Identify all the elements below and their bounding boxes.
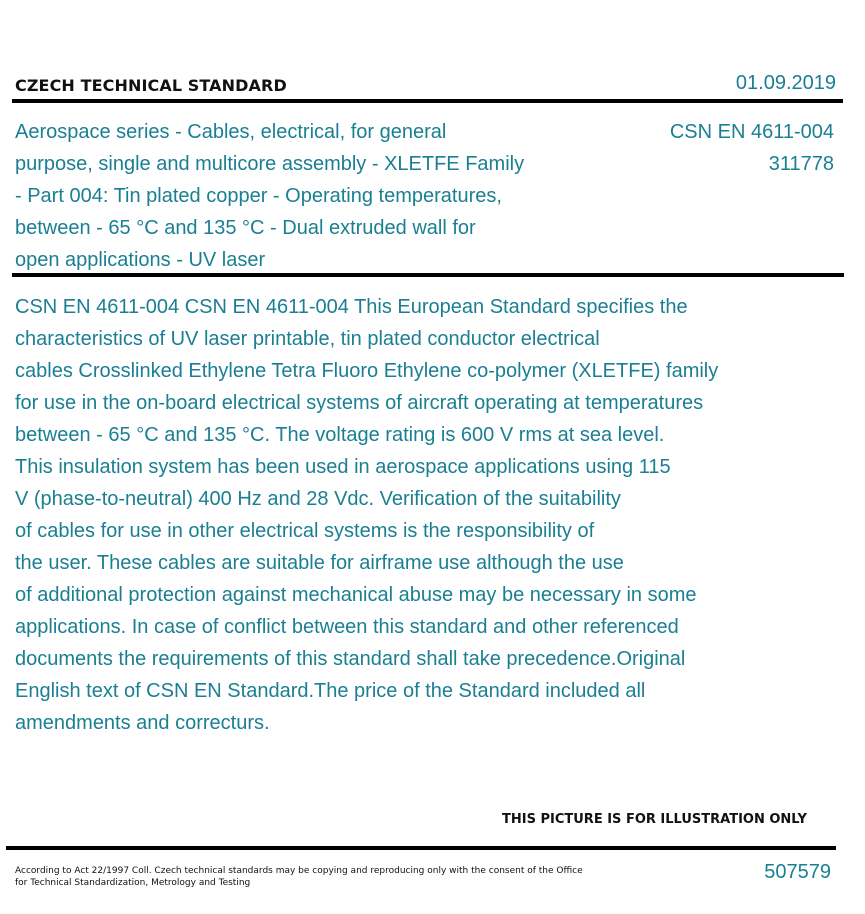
catalog-number: 311778 — [768, 153, 834, 175]
illustration-note: THIS PICTURE IS FOR ILLUSTRATION ONLY — [502, 812, 807, 827]
legal-notice-line-1: According to Act 22/1997 Coll. Czech technical standards may be copying and reproducing only with the consent of the Office — [15, 866, 583, 876]
publication-date: 01.09.2019 — [735, 72, 836, 94]
legal-notice-line-2: for Technical Standardization, Metrology and Testing — [15, 878, 251, 888]
document-header-title: CZECH TECHNICAL STANDARD — [15, 76, 287, 95]
standard-title: Aerospace series - Cables, electrical, for general purpose, single and multicore assembly - XLETFE Family - Part 004: Tin plated copper - Operating temperatures, between - 65 °C and 135 °C - Dual extruded wall for open applications - UV laser — [15, 121, 525, 271]
standard-code: CSN EN 4611-004 — [669, 121, 834, 143]
title-divider — [12, 273, 844, 277]
standard-description: CSN EN 4611-004 CSN EN 4611-004 This European Standard specifies the characteristics of UV laser printable, tin plated conductor electrical cables Crosslinked Ethylene Tetra Fluoro Ethylene co-polymer (XLETFE) family for use in the on-board electrical systems of aircraft operating at temperatures between - 65 °C and 135 °C. The voltage rating is 600 V rms at sea level. This insulation system has been used in aerospace applications using 115 V (phase-to-neutral) 400 Hz and 28 Vdc. Verification of the suitability of cables for use in other electrical systems is the responsibility of the user. These cables are suitable for airframe use although the use of additional protection against mechanical abuse may be necessary in some applications. In case of conflict between this standard and other referenced documents the requirements of this standard shall take precedence.Original English text of CSN EN Standard.The price of the Standard included all amendments and correcturs. — [15, 296, 719, 734]
footer-divider — [6, 846, 836, 850]
header-divider — [12, 99, 843, 103]
standard-code-block — [670, 116, 834, 180]
document-number: 507579 — [764, 861, 831, 883]
legal-notice — [15, 865, 615, 889]
